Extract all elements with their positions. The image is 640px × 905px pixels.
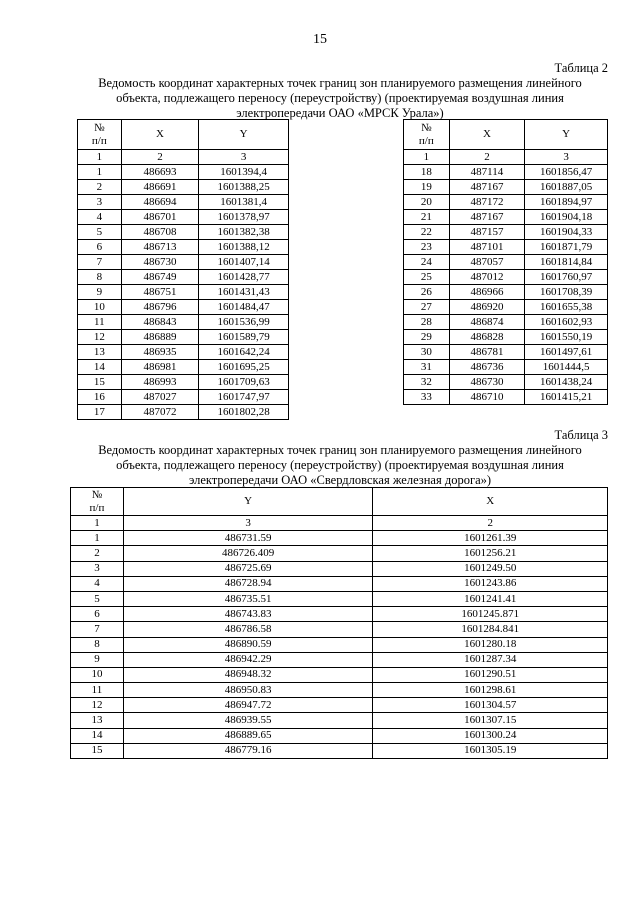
table-cell: 486890.59 [123,637,373,652]
col-header-y: Y [123,488,373,516]
table-cell: 486939.55 [123,713,373,728]
table-cell: 486889 [121,330,199,345]
table-cell: 1601550,19 [525,330,608,345]
table-cell: 1601300.24 [373,728,608,743]
table-cell: 486693 [121,165,199,180]
table-cell: 486726.409 [123,546,373,561]
table-cell: 486730 [121,255,199,270]
table-cell: 3 [71,561,124,576]
table-cell: 1601655,38 [525,300,608,315]
table-cell: 23 [404,240,450,255]
table-cell: 1601428,77 [199,270,289,285]
table-cell: 2 [449,150,525,165]
table-cell: 1601249.50 [373,561,608,576]
table-cell: 15 [71,743,124,758]
table-cell: 486694 [121,195,199,210]
table-cell: 26 [404,285,450,300]
table-cell: 1601708,39 [525,285,608,300]
table-cell: 486981 [121,360,199,375]
table-row [78,270,289,285]
table-cell: 1601484,47 [199,300,289,315]
table-cell: 1601602,93 [525,315,608,330]
table-cell: 4 [78,210,122,225]
table-row [78,195,289,210]
table-cell: 486828 [449,330,525,345]
table-cell: 486966 [449,285,525,300]
table-cell: 19 [404,180,450,195]
table-cell: 1601304.57 [373,698,608,713]
table-row [78,405,289,420]
table-row [404,375,608,390]
table-cell: 5 [78,225,122,240]
table-cell: 11 [78,315,122,330]
table-row [71,576,608,591]
table-row [404,330,608,345]
table-cell: 7 [78,255,122,270]
table-cell: 10 [71,667,124,682]
table2-title-line: Ведомость координат характерных точек границ зон планируемого размещения линейного [98,76,582,90]
table-cell: 1601814,84 [525,255,608,270]
table-cell: 17 [78,405,122,420]
table-row [404,285,608,300]
table-cell: 486874 [449,315,525,330]
table-cell: 9 [78,285,122,300]
table-cell: 25 [404,270,450,285]
table-cell: 486920 [449,300,525,315]
table-cell: 3 [199,150,289,165]
table-cell: 1601307.15 [373,713,608,728]
table-cell: 486796 [121,300,199,315]
table-cell: 1601760,97 [525,270,608,285]
table-cell: 486691 [121,180,199,195]
table-cell: 3 [78,195,122,210]
table-cell: 1601904,33 [525,225,608,240]
table-cell: 1601290.51 [373,667,608,682]
col-header-x: X [121,120,199,150]
table-cell: 486993 [121,375,199,390]
table-row [78,165,289,180]
table-cell: 12 [78,330,122,345]
table-cell: 1601280.18 [373,637,608,652]
table-cell: 1601894,97 [525,195,608,210]
table-row [71,531,608,546]
table-row [404,195,608,210]
col-header-number: № п/п [78,120,122,150]
col-header-y: Y [199,120,289,150]
table-cell: 487072 [121,405,199,420]
table-header-row [404,120,608,150]
table-cell: 486942.29 [123,652,373,667]
table-row [404,225,608,240]
table-row [404,210,608,225]
table-cell: 1601431,43 [199,285,289,300]
table-row [71,683,608,698]
table-cell: 486735.51 [123,591,373,606]
table-cell: 486889.65 [123,728,373,743]
table3-title-line: Ведомость координат характерных точек границ зон планируемого размещения линейного [98,443,582,457]
table-row [404,300,608,315]
table-cell: 1601709,63 [199,375,289,390]
table-cell: 2 [121,150,199,165]
table-cell: 1601497,61 [525,345,608,360]
table-cell: 1601536,99 [199,315,289,330]
column-numbering-row [404,150,608,165]
table-row [71,652,608,667]
table-cell: 486743.83 [123,607,373,622]
table3-title-line: объекта, подлежащего переносу (переустройству) (проектируемая воздушная линия [116,458,564,472]
table-row [404,390,608,405]
table-cell: 1601415,21 [525,390,608,405]
table-cell: 486710 [449,390,525,405]
table-cell: 486947.72 [123,698,373,713]
table-cell: 14 [78,360,122,375]
table2-label: Таблица 2 [554,61,608,75]
table-cell: 10 [78,300,122,315]
col-header-number: № п/п [404,120,450,150]
table-cell: 487057 [449,255,525,270]
table-cell: 8 [78,270,122,285]
col-header-y: Y [525,120,608,150]
table2-title-line: электропередачи ОАО «МРСК Урала») [236,106,444,120]
table-cell: 27 [404,300,450,315]
table-row [404,315,608,330]
table-cell: 3 [525,150,608,165]
table-row [71,713,608,728]
table-header-row [78,120,289,150]
table-cell: 1 [71,531,124,546]
table-row [71,591,608,606]
table-cell: 1601802,28 [199,405,289,420]
table-cell: 1601589,79 [199,330,289,345]
col-header-x: X [373,488,608,516]
table-cell: 487012 [449,270,525,285]
table-cell: 1601382,38 [199,225,289,240]
table-row [71,561,608,576]
table3-label: Таблица 3 [554,428,608,442]
table-row [78,180,289,195]
table-cell: 1601378,97 [199,210,289,225]
table-cell: 13 [78,345,122,360]
table-cell: 486728.94 [123,576,373,591]
table-row [78,345,289,360]
table-row [78,225,289,240]
table-cell: 1601904,18 [525,210,608,225]
table-cell: 486935 [121,345,199,360]
table-cell: 486950.83 [123,683,373,698]
table-cell: 16 [78,390,122,405]
table-cell: 1601261.39 [373,531,608,546]
table-row [78,390,289,405]
table-cell: 486713 [121,240,199,255]
table-cell: 2 [71,546,124,561]
table-row [71,637,608,652]
table-cell: 487027 [121,390,199,405]
table-row [71,622,608,637]
table-cell: 487114 [449,165,525,180]
table-cell: 2 [78,180,122,195]
table-row [404,180,608,195]
table2-left [77,119,289,420]
table-cell: 1 [78,165,122,180]
table-cell: 486948.32 [123,667,373,682]
table-cell: 1601438,24 [525,375,608,390]
table-cell: 1601388,25 [199,180,289,195]
table-cell: 1601444,5 [525,360,608,375]
table-cell: 487167 [449,180,525,195]
table-cell: 1601695,25 [199,360,289,375]
table-cell: 1601388,12 [199,240,289,255]
table-cell: 9 [71,652,124,667]
column-numbering-row [78,150,289,165]
table-row [78,330,289,345]
table-cell: 486730 [449,375,525,390]
table-cell: 487167 [449,210,525,225]
table2-right [403,119,608,405]
table-cell: 1 [404,150,450,165]
table2-left-body [78,150,289,420]
table-cell: 32 [404,375,450,390]
table-cell: 18 [404,165,450,180]
table-cell: 486731.59 [123,531,373,546]
table-cell: 1601381,4 [199,195,289,210]
table-cell: 14 [71,728,124,743]
table-cell: 1601287.34 [373,652,608,667]
table-cell: 486701 [121,210,199,225]
table-cell: 8 [71,637,124,652]
table-cell: 30 [404,345,450,360]
table-header-row [71,488,608,516]
table-row [78,255,289,270]
table-cell: 33 [404,390,450,405]
table-cell: 1601887,05 [525,180,608,195]
table-cell: 24 [404,255,450,270]
table2-right-body [404,150,608,405]
col-header-number: № п/п [71,488,124,516]
table3-body [71,516,608,759]
table-cell: 4 [71,576,124,591]
table-cell: 13 [71,713,124,728]
table-row [404,360,608,375]
table-cell: 31 [404,360,450,375]
table-cell: 20 [404,195,450,210]
col-header-x: X [449,120,525,150]
table3-title-line: электропередачи ОАО «Свердловская железная дорога») [188,473,492,487]
table-cell: 12 [71,698,124,713]
table-cell: 486751 [121,285,199,300]
table-cell: 1601284.841 [373,622,608,637]
table-cell: 486708 [121,225,199,240]
table-row [71,728,608,743]
table-cell: 1601243.86 [373,576,608,591]
table-row [71,667,608,682]
table-row [78,240,289,255]
table-cell: 15 [78,375,122,390]
table-cell: 487157 [449,225,525,240]
table-cell: 1 [71,516,124,531]
table-cell: 28 [404,315,450,330]
table-cell: 1601642,24 [199,345,289,360]
table-cell: 486786.58 [123,622,373,637]
page-number: 15 [313,32,327,47]
table-row [78,315,289,330]
table-row [404,345,608,360]
table-cell: 486843 [121,315,199,330]
table-cell: 487172 [449,195,525,210]
table-cell: 1601298.61 [373,683,608,698]
table-row [404,240,608,255]
table-cell: 1601256.21 [373,546,608,561]
table-cell: 6 [78,240,122,255]
table-row [78,300,289,315]
table-cell: 1601394,4 [199,165,289,180]
table-cell: 3 [123,516,373,531]
table-cell: 1601871,79 [525,240,608,255]
table-cell: 486736 [449,360,525,375]
table-cell: 1601856,47 [525,165,608,180]
table-row [78,360,289,375]
table-cell: 1601747,97 [199,390,289,405]
table-row [71,546,608,561]
table-cell: 1 [78,150,122,165]
table-cell: 487101 [449,240,525,255]
table-cell: 1601407,14 [199,255,289,270]
table-cell: 7 [71,622,124,637]
table-row [404,255,608,270]
table-row [71,743,608,758]
table3 [70,487,608,759]
table-cell: 29 [404,330,450,345]
table-row [78,210,289,225]
column-numbering-row [71,516,608,531]
table3-title [60,443,620,488]
table-cell: 486779.16 [123,743,373,758]
table2-title-line: объекта, подлежащего переносу (переустройству) (проектируемая воздушная линия [116,91,564,105]
table-row [71,607,608,622]
table-row [78,285,289,300]
table-cell: 11 [71,683,124,698]
table-cell: 2 [373,516,608,531]
table-cell: 486781 [449,345,525,360]
table-cell: 5 [71,591,124,606]
table-row [71,698,608,713]
table-row [404,270,608,285]
table2-title [60,76,620,121]
table-cell: 1601305.19 [373,743,608,758]
table-cell: 21 [404,210,450,225]
table-row [404,165,608,180]
table-cell: 6 [71,607,124,622]
table-cell: 22 [404,225,450,240]
table-cell: 486725.69 [123,561,373,576]
table-cell: 1601245.871 [373,607,608,622]
table-cell: 1601241.41 [373,591,608,606]
table-cell: 486749 [121,270,199,285]
table-row [78,375,289,390]
